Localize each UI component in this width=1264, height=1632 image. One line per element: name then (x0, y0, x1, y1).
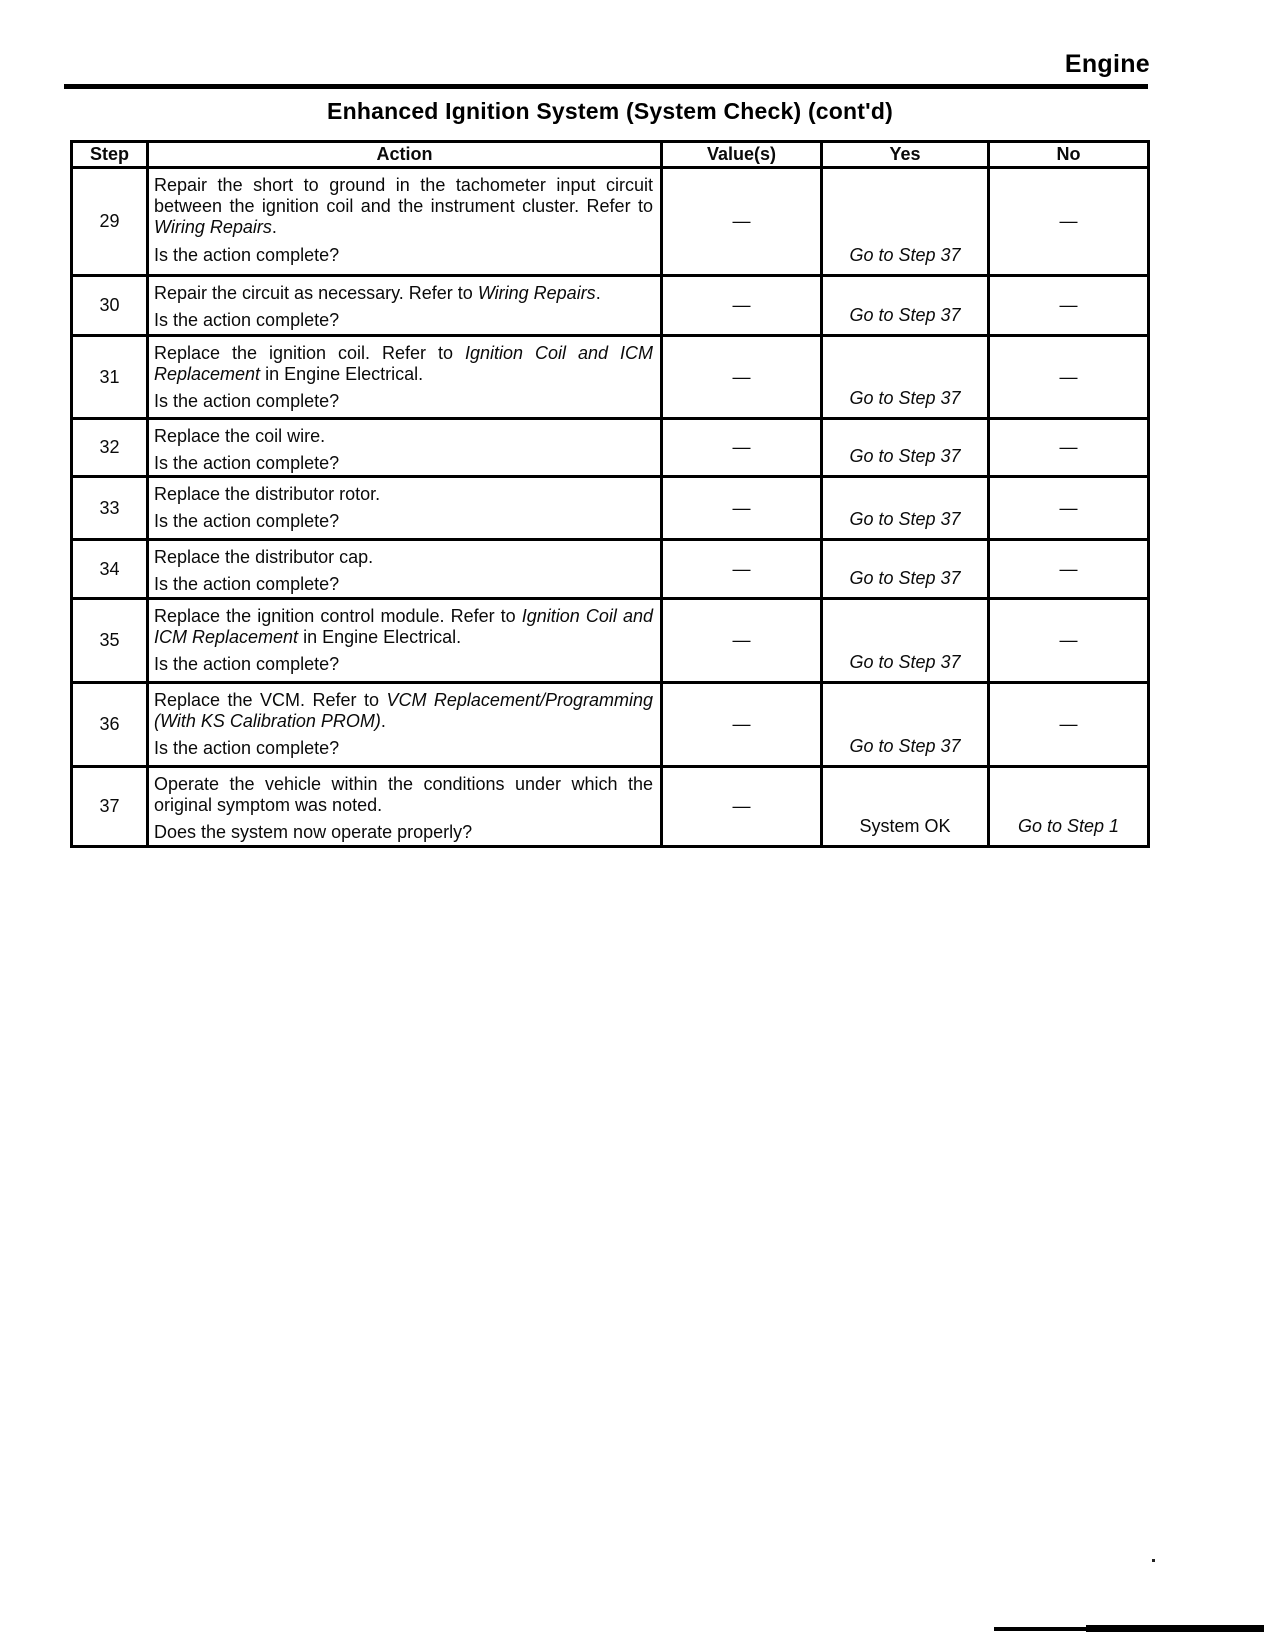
column-header-action: Action (149, 143, 663, 166)
action-question: Is the action complete? (154, 654, 340, 674)
yes-cell: Go to Step 37 (823, 478, 990, 538)
scan-artifact-dot (1152, 1559, 1155, 1562)
action-question: Is the action complete? (154, 738, 340, 758)
yes-cell: Go to Step 37 (823, 684, 990, 765)
action-text-segment: Replace the VCM. Refer to (154, 690, 387, 710)
step-cell: 34 (73, 541, 149, 597)
action-text (154, 484, 653, 505)
no-cell: — (1059, 630, 1078, 650)
action-text-segment: Replace the coil wire. (154, 426, 326, 446)
action-question: Is the action complete? (154, 453, 340, 473)
step-cell: 31 (73, 337, 149, 417)
action-question: Is the action complete? (154, 310, 340, 330)
action-cell (149, 600, 663, 681)
step-cell: 29 (73, 169, 149, 274)
no-cell: — (1059, 211, 1078, 231)
value-cell: — (663, 541, 823, 597)
no-cell: — (1059, 497, 1078, 518)
action-text (154, 283, 653, 304)
column-header-yes: Yes (823, 143, 990, 166)
action-cell (149, 169, 663, 274)
value-cell: — (663, 768, 823, 845)
action-text-segment: Replace the distributor rotor. (154, 484, 381, 504)
section-header: Engine (1064, 50, 1150, 78)
value-cell: — (663, 478, 823, 538)
yes-cell: Go to Step 37 (823, 277, 990, 334)
table-row (73, 337, 1147, 420)
column-header-values: Value(s) (663, 143, 823, 166)
table-body (73, 169, 1147, 845)
action-cell (149, 684, 663, 765)
yes-cell: Go to Step 37 (823, 541, 990, 597)
step-cell: 35 (73, 600, 149, 681)
value-cell: — (663, 169, 823, 274)
action-reference-italic: Ignition Coil and ICM Replacement (154, 606, 653, 647)
table-row (73, 420, 1147, 478)
step-cell: 36 (73, 684, 149, 765)
step-cell: 37 (73, 768, 149, 845)
yes-cell: Go to Step 37 (823, 169, 990, 274)
no-cell: — (1059, 366, 1078, 387)
table-row (73, 277, 1147, 337)
table-row (73, 684, 1147, 768)
no-cell: — (1059, 437, 1078, 457)
action-cell (149, 541, 663, 597)
step-cell: 30 (73, 277, 149, 334)
value-cell: — (663, 600, 823, 681)
action-reference-italic: Wiring Repairs (477, 283, 596, 303)
action-text-segment: in Engine Electrical. (260, 364, 424, 384)
page-title: Enhanced Ignition System (System Check) (cont'd) (327, 98, 893, 124)
action-reference-italic: Ignition Coil and ICM Replacement (154, 343, 653, 384)
value-cell: — (663, 684, 823, 765)
header-rule (64, 84, 1148, 89)
action-text-segment: Repair the short to ground in the tachometer input circuit between the ignition coil and the instrument cluster. Refer to (154, 175, 653, 216)
no-cell: — (1059, 714, 1078, 734)
action-text (154, 547, 653, 568)
yes-cell: Go to Step 37 (823, 337, 990, 417)
column-header-no: No (1056, 144, 1081, 164)
action-reference-italic: Wiring Repairs (154, 217, 272, 237)
action-text-segment: . (595, 283, 601, 303)
action-text (154, 426, 653, 447)
action-cell (149, 478, 663, 538)
action-question: Is the action complete? (154, 245, 340, 265)
action-cell (149, 768, 663, 845)
scan-artifact-line-thick (1086, 1625, 1264, 1632)
no-cell: — (1059, 295, 1078, 315)
action-question: Is the action complete? (154, 511, 340, 531)
step-cell: 32 (73, 420, 149, 475)
action-question: Is the action complete? (154, 574, 340, 594)
action-text-segment: in Engine Electrical. (298, 627, 462, 647)
no-cell: — (1059, 558, 1078, 579)
table-row (73, 600, 1147, 684)
value-cell: — (663, 337, 823, 417)
table-row (73, 541, 1147, 600)
action-question: Does the system now operate properly? (154, 822, 473, 842)
action-cell (149, 420, 663, 475)
action-reference-italic: VCM Replacement/Programming (With KS Calibration PROM) (154, 690, 653, 731)
action-text (154, 175, 653, 238)
action-text-segment: . (271, 217, 277, 237)
table-row (73, 478, 1147, 541)
action-text (154, 606, 653, 648)
action-text-segment: Replace the ignition coil. Refer to (154, 343, 465, 363)
table-row (73, 768, 1147, 845)
yes-cell: System OK (823, 768, 990, 845)
value-cell: — (663, 420, 823, 475)
diagnostic-table (70, 140, 1150, 848)
no-cell: Go to Step 1 (1017, 816, 1120, 836)
action-text (154, 774, 653, 816)
action-text (154, 343, 653, 385)
table-header-row (73, 143, 1147, 169)
action-question: Is the action complete? (154, 391, 340, 411)
yes-cell: Go to Step 37 (823, 600, 990, 681)
action-text-segment: Replace the ignition control module. Refer to (154, 606, 522, 626)
action-text-segment: Replace the distributor cap. (154, 547, 374, 567)
action-text (154, 690, 653, 732)
action-text-segment: Operate the vehicle within the conditions under which the original symptom was noted. (154, 774, 653, 815)
value-cell: — (663, 277, 823, 334)
column-header-step: Step (73, 143, 149, 166)
action-text-segment: . (380, 711, 386, 731)
action-text-segment: Repair the circuit as necessary. Refer to (154, 283, 478, 303)
step-cell: 33 (73, 478, 149, 538)
yes-cell: Go to Step 37 (823, 420, 990, 475)
action-cell (149, 277, 663, 334)
table-row (73, 169, 1147, 277)
action-cell (149, 337, 663, 417)
